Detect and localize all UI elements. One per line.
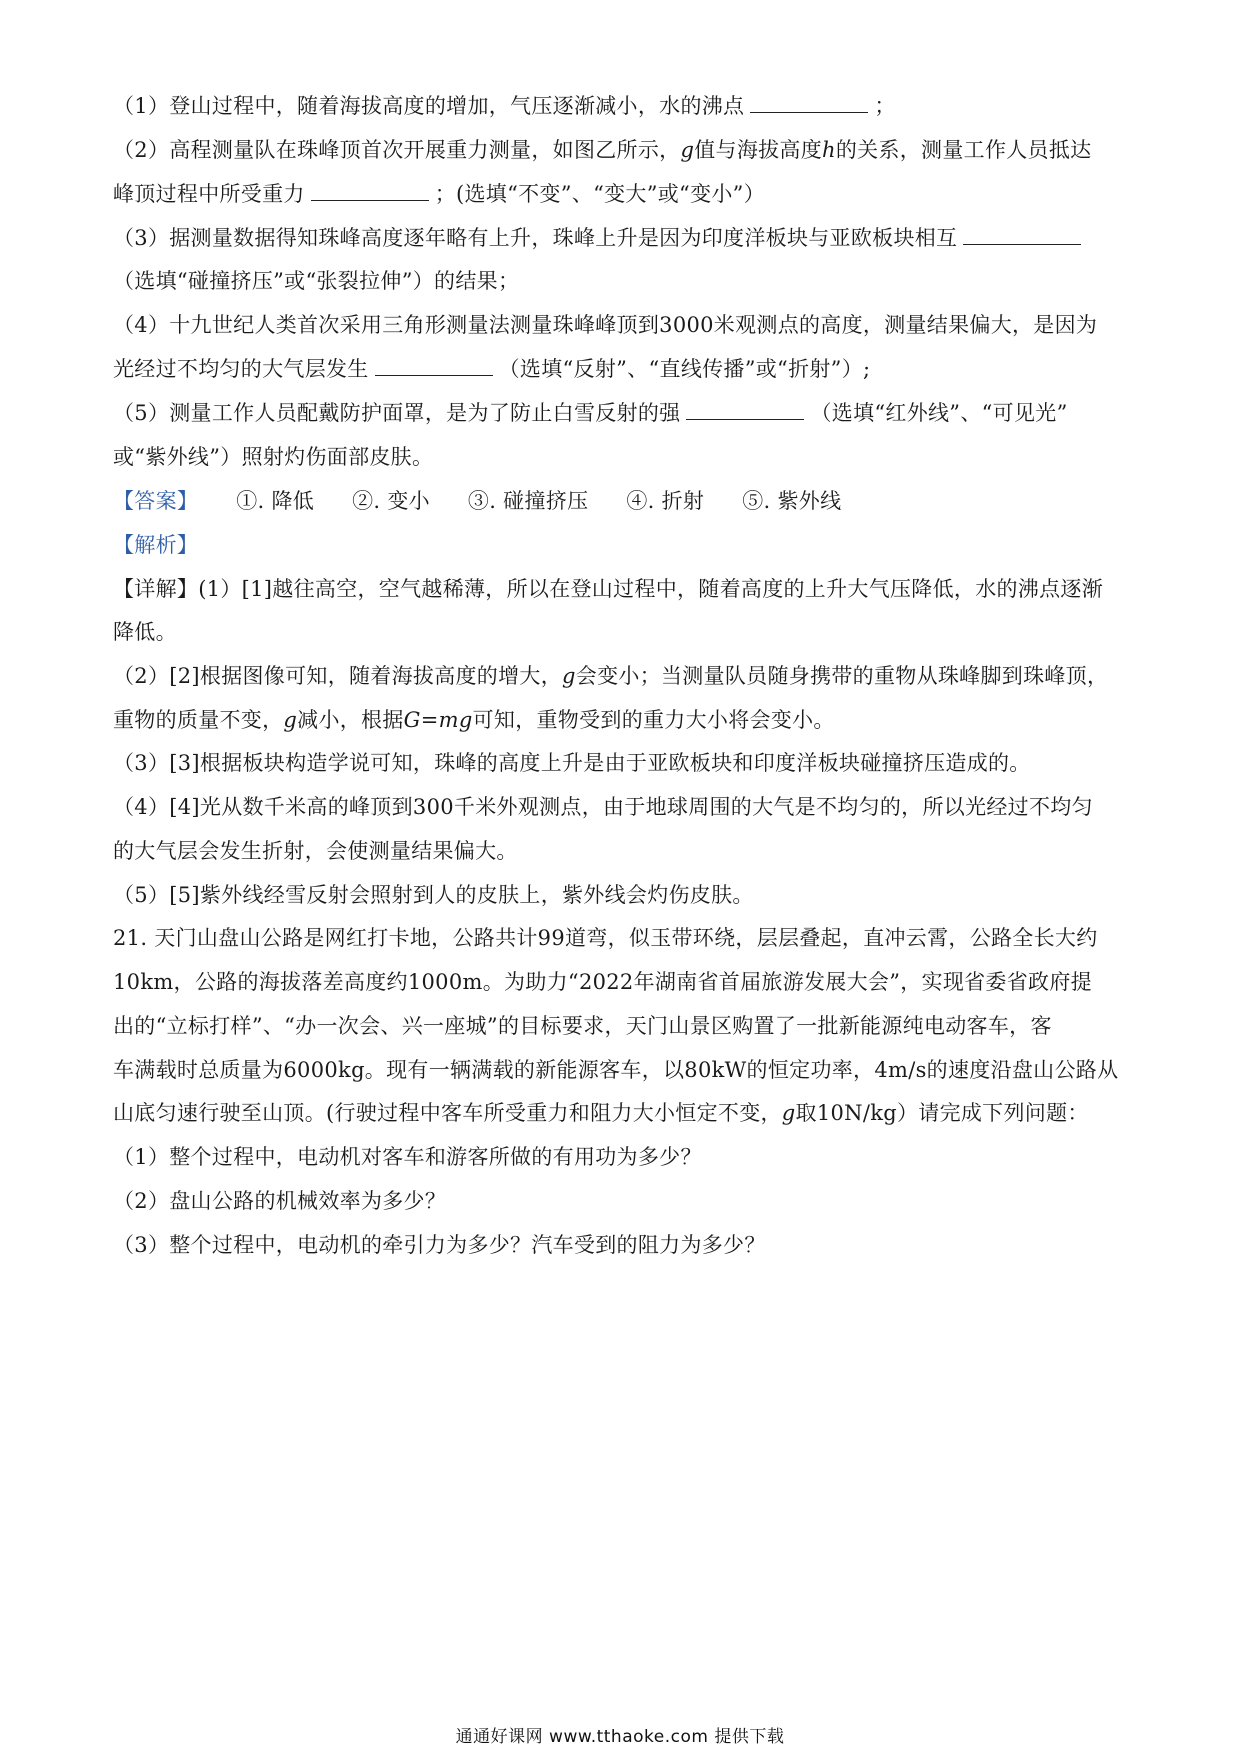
answer-item: ①. 降低 [236, 489, 315, 513]
detail-3: （3）[3]根据板块构造学说可知，珠峰的高度上升是由于亚欧板块和印度洋板块碰撞挤压造成的。 [113, 751, 1031, 775]
detail-1-line1: 【详解】(1）[1]越往高空，空气越稀薄，所以在登山过程中，随着高度的上升大气压降低，水的沸点逐渐 [113, 577, 1103, 601]
q20-part1: （1）登山过程中，随着海拔高度的增加，气压逐渐减小，水的沸点 ； [113, 94, 896, 118]
detail-1-line2: 降低。 [113, 620, 177, 644]
detail-2-line1: （2）[2]根据图像可知，随着海拔高度的增大，g会变小；当测量队员随身携带的重物从珠峰脚到珠峰顶， [113, 664, 1109, 688]
q20-part2-line1: （2）高程测量队在珠峰顶首次开展重力测量，如图乙所示，g值与海拔高度h的关系，测量工作人员抵达 [113, 138, 1092, 162]
q21-line5: 山底匀速行驶至山顶。(行驶过程中客车所受重力和阻力大小恒定不变，g取10N/kg）请完成下列问题： [113, 1101, 1089, 1125]
detail-2-line2: 重物的质量不变，g减小，根据G=mg可知，重物受到的重力大小将会变小。 [113, 708, 835, 732]
answer-blank-4 [375, 355, 493, 376]
answer-blank-2 [311, 180, 429, 201]
answer-item: ②. 变小 [352, 489, 430, 513]
q20-part2-line2: 峰顶过程中所受重力 ；(选填“不变”、“变大”或“变小”） [113, 182, 766, 206]
detail-4-line1: （4）[4]光从数千米高的峰顶到300千米外观测点，由于地球周围的大气是不均匀的，所以光经过不均匀 [113, 795, 1093, 819]
answer-tag: 【答案】 [113, 489, 199, 513]
q20-part4-line1: （4）十九世纪人类首次采用三角形测量法测量珠峰峰顶到3000米观测点的高度，测量结果偏大，是因为 [113, 313, 1098, 337]
answer-item: ③. 碰撞挤压 [467, 489, 589, 513]
answer-blank-5 [686, 399, 804, 420]
answer-blank-3 [963, 224, 1081, 245]
analysis-tag: 【解析】 [113, 533, 199, 557]
q21-sub3: （3）整个过程中，电动机的牵引力为多少？汽车受到的阻力为多少？ [113, 1233, 766, 1257]
answer-row [113, 487, 1128, 515]
q20-part3-line1: （3）据测量数据得知珠峰高度逐年略有上升，珠峰上升是因为印度洋板块与亚欧板块相互 [113, 224, 1128, 252]
q21-sub2: （2）盘山公路的机械效率为多少？ [113, 1189, 447, 1213]
q21-line3: 出的“立标打样”、“办一次会、兴一座城”的目标要求，天门山景区购置了一批新能源纯电动客车，客 [113, 1014, 1052, 1038]
q20-part5-line2: 或“紫外线”）照射灼伤面部皮肤。 [113, 445, 434, 469]
detail-4-line2: 的大气层会发生折射，会使测量结果偏大。 [113, 839, 518, 863]
answer-item: ⑤. 紫外线 [742, 489, 842, 513]
detail-5: （5）[5]紫外线经雪反射会照射到人的皮肤上，紫外线会灼伤皮肤。 [113, 883, 754, 907]
q21-line2: 10km，公路的海拔落差高度约1000m。为助力“2022年湖南省首届旅游发展大会”，实现省委省政府提 [113, 970, 1092, 994]
answer-blank-1 [750, 92, 868, 113]
footer-watermark: 通通好课网 www.tthaoke.com 提供下载 [455, 1727, 785, 1747]
q21-line4: 车满载时总质量为6000kg。现有一辆满载的新能源客车，以80kW的恒定功率，4m/s的速度沿盘山公路从 [113, 1058, 1119, 1082]
q21-sub1: （1）整个过程中，电动机对客车和游客所做的有用功为多少？ [113, 1145, 702, 1169]
q20-part3-line2: （选填“碰撞挤压”或“张裂拉伸”）的结果； [113, 269, 520, 293]
formula: G=mg [403, 708, 473, 732]
q20-part4-line2: 光经过不均匀的大气层发生 （选填“反射”、“直线传播”或“折射”）; [113, 357, 871, 381]
q20-part1-text: （1）登山过程中，随着海拔高度的增加，气压逐渐减小，水的沸点 [113, 94, 745, 118]
answer-item: ④. 折射 [626, 489, 705, 513]
q20-part5-line1: （5）测量工作人员配戴防护面罩，是为了防止白雪反射的强 （选填“红外线”、“可见光” [113, 401, 1068, 425]
q21-line1: 21. 天门山盘山公路是网红打卡地，公路共计99道弯，似玉带环绕，层层叠起，直冲云霄，公路全长大约 [113, 926, 1098, 950]
